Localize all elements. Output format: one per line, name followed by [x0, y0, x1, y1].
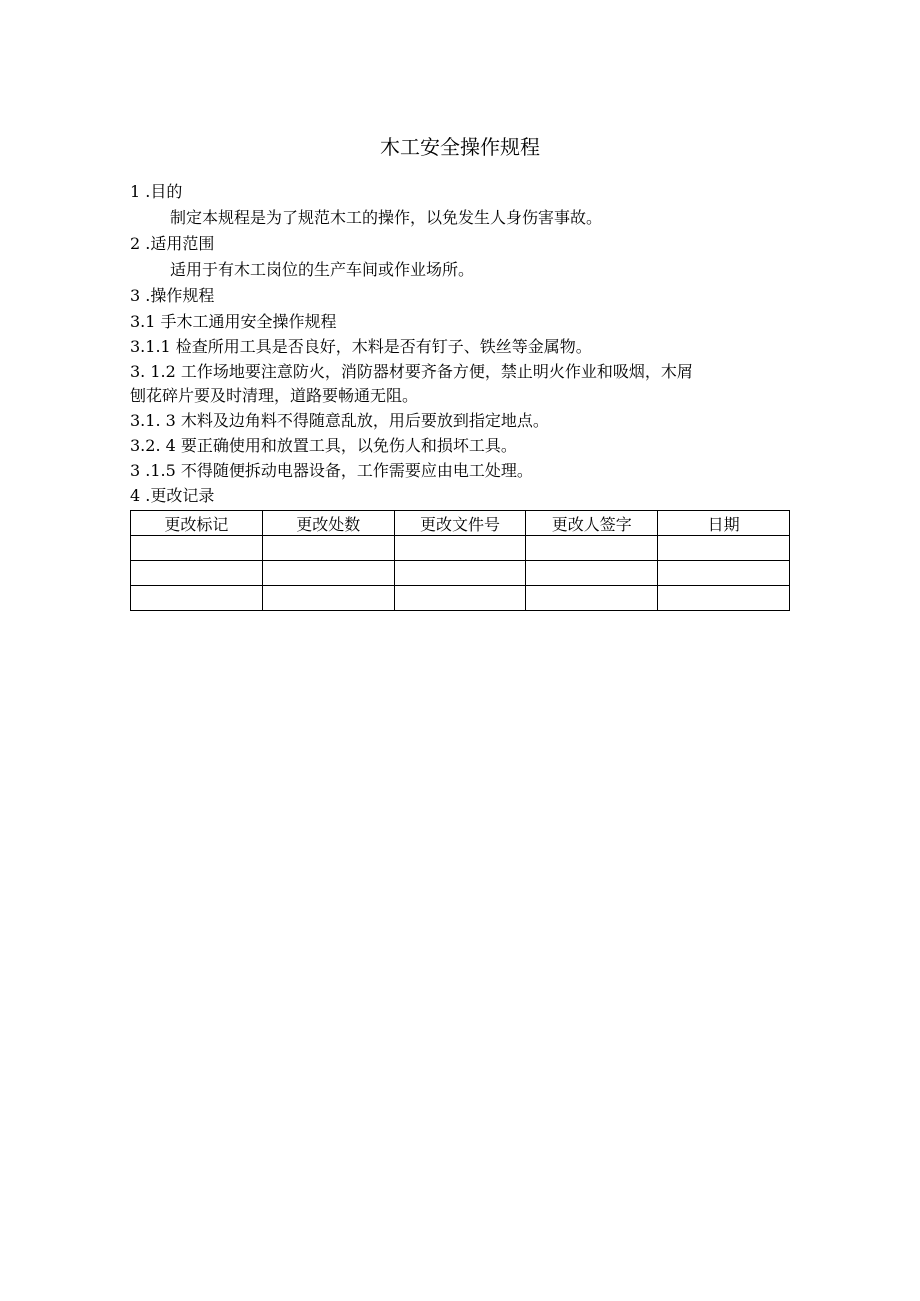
section-3-heading: 3 .操作规程 — [130, 286, 215, 305]
page-title: 木工安全操作规程 — [380, 135, 540, 159]
table-cell — [262, 586, 394, 611]
section-3-2-4: 3.2. 4 要正确使用和放置工具，以免伤人和损坏工具。 — [130, 436, 517, 455]
table-cell — [526, 536, 658, 561]
table-row — [131, 561, 790, 586]
section-1-body: 制定本规程是为了规范木工的操作，以免发生人身伤害事故。 — [170, 208, 603, 227]
section-3-1-1: 3.1.1 检查所用工具是否良好，木料是否有钉子、铁丝等金属物。 — [130, 337, 592, 356]
table-cell — [131, 536, 263, 561]
section-3-1-2-line2: 刨花碎片要及时清理，道路要畅通无阻。 — [130, 386, 419, 405]
table-cell — [262, 536, 394, 561]
table-row — [131, 536, 790, 561]
header-change-mark: 更改标记 — [131, 511, 263, 536]
table-row — [131, 586, 790, 611]
section-1-heading: 1 .目的 — [130, 182, 183, 201]
header-change-count: 更改处数 — [262, 511, 394, 536]
table-cell — [526, 561, 658, 586]
change-record-table — [130, 510, 790, 611]
table-cell — [658, 561, 790, 586]
section-3-1-3: 3.1. 3 木料及边角料不得随意乱放，用后要放到指定地点。 — [130, 411, 549, 430]
table-cell — [131, 586, 263, 611]
header-change-file-no: 更改文件号 — [394, 511, 526, 536]
header-date: 日期 — [658, 511, 790, 536]
section-2-body: 适用于有木工岗位的生产车间或作业场所。 — [170, 260, 475, 279]
section-3-1-2-line1: 3. 1.2 工作场地要注意防火，消防器材要齐备方便，禁止明火作业和吸烟，木屑 — [130, 362, 693, 381]
header-changer-signature: 更改人签字 — [526, 511, 658, 536]
table-cell — [131, 561, 263, 586]
section-4-heading: 4 .更改记录 — [130, 486, 215, 505]
table-cell — [262, 561, 394, 586]
section-3-1-5: 3 .1.5 不得随便拆动电器设备，工作需要应由电工处理。 — [130, 461, 533, 480]
table-cell — [394, 586, 526, 611]
table-cell — [394, 561, 526, 586]
section-3-1: 3.1 手木工通用安全操作规程 — [130, 312, 337, 331]
section-2-heading: 2 .适用范围 — [130, 234, 215, 253]
table-cell — [394, 536, 526, 561]
table-cell — [658, 586, 790, 611]
table-cell — [526, 586, 658, 611]
table-cell — [658, 536, 790, 561]
table-header-row — [131, 511, 790, 536]
